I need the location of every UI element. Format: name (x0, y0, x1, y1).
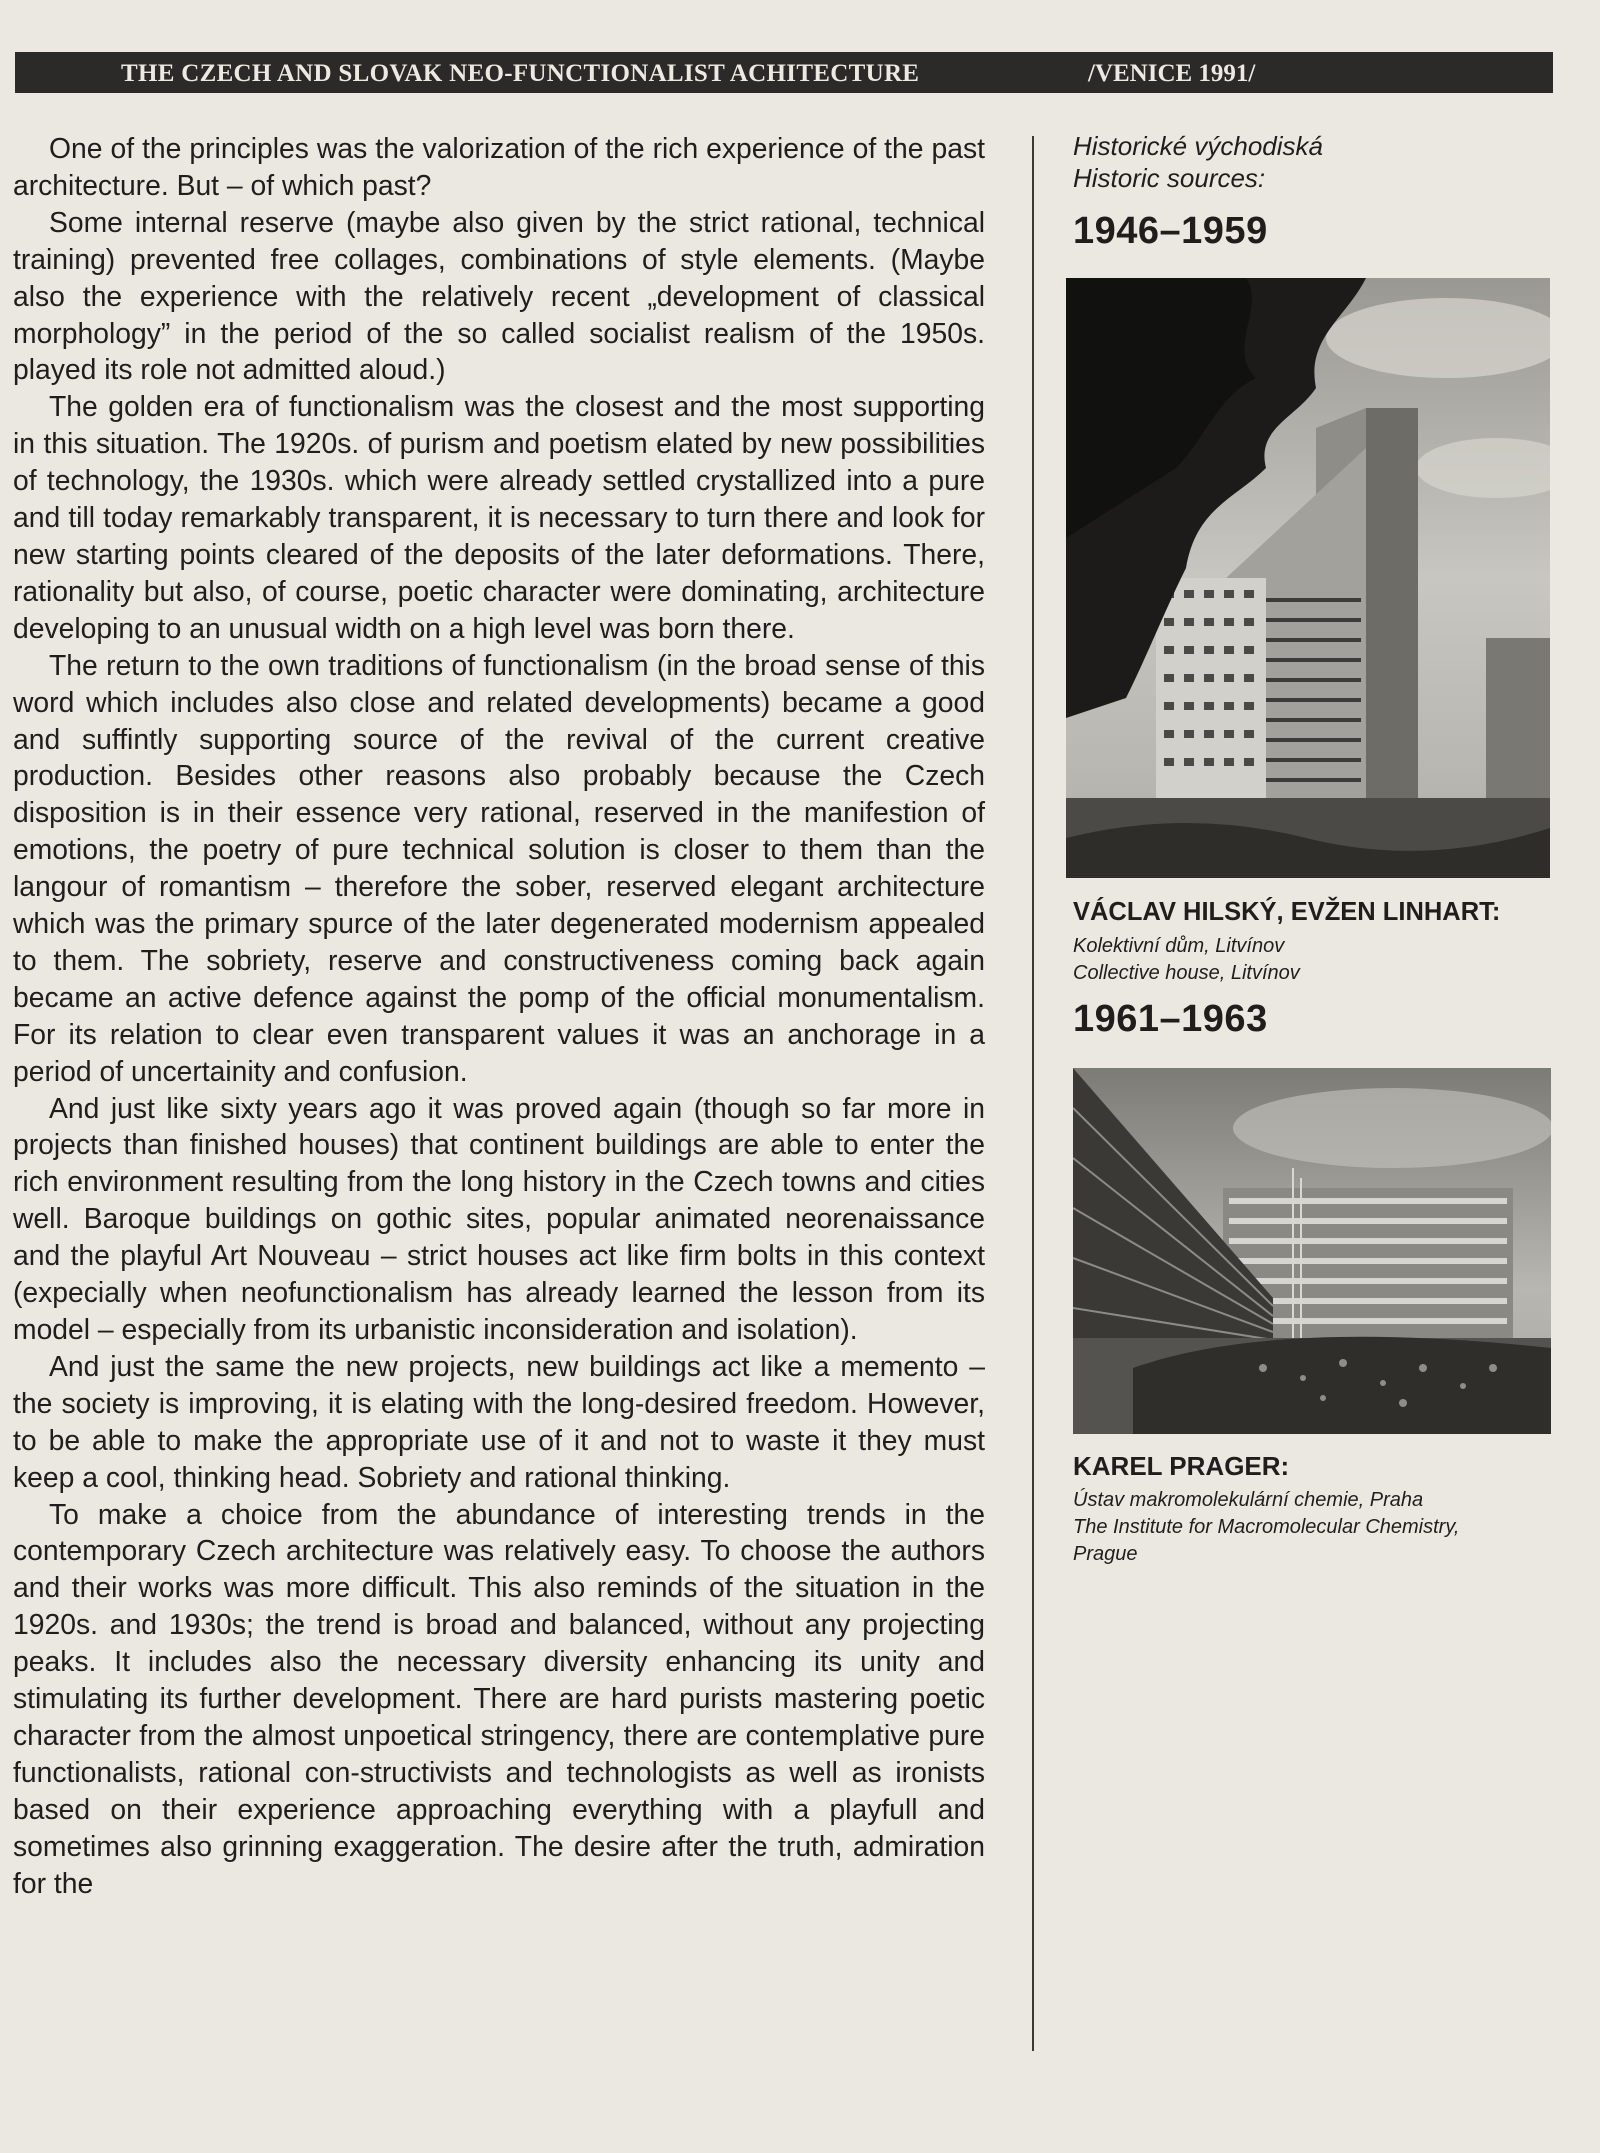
show-through-decoration (1060, 1660, 1360, 1820)
page-header-venue: /VENICE 1991/ (1088, 60, 1256, 87)
page-header-title: THE CZECH AND SLOVAK NEO-FUNCTIONALIST ACHITECTURE (121, 60, 920, 87)
sidebar-heading-czech: Historické východiská (1073, 131, 1323, 161)
sidebar-heading (1073, 130, 1553, 194)
article-paragraph: The golden era of functionalism was the closest and the most supporting in this situation. The 1920s. of purism and poetism elated by new possibilities of technology, the 1930s. which were already settled crystallized into a pure and till today remarkably transparent, it is necessary to turn there and look for new starting points cleared of the deposits of the later deformations. There, rationality but also, of course, poetic character were dominating, architecture developing to an unusual width on a high level was born there. (13, 390, 985, 644)
entry-caption-english: The Institute for Macromolecular Chemistry, (1073, 1516, 1460, 1538)
article-paragraph: Some internal reserve (maybe also given by the strict rational, technical training) prevented free collages, combinations of style elements. (Maybe also the experience with the relatively recent „development of classical morphology” in the period of the so called socialist realism of the 1950s. played its role not admitted aloud.) (13, 205, 985, 386)
entry-caption-czech: Ústav makromolekulární chemie, Praha (1073, 1489, 1424, 1511)
article-paragraph: The return to the own traditions of functionalism (in the broad sense of this word which includes also close and related developments) became a good and suffintly supporting source of the revival of the current creative production. Besides other reasons also probably because the Czech disposition is in their essence very rational, reserved in the manifestion of emotions, the poetry of pure technical solution is closer to them than the langour of romantism – therefore the sober, reserved elegant architecture which was the primary spurce of the later degenerated modernism appealed to them. The sobriety, reserve and constructiveness coming back again became an active defence against the pomp of the official monumentalism. For its relation to clear even transparent values it was an anchorage in a period of uncertainity and confusion. (13, 648, 985, 1087)
article-body (13, 130, 985, 1902)
entry-year-label: 1946–1959 (1073, 210, 1268, 252)
entry-2-caption (1073, 1451, 1553, 1568)
article-paragraph: To make a choice from the abundance of interesting trends in the contemporary Czech architecture was relatively easy. To choose the authors and their works was more difficult. This also reminds of the situation in the 1920s. and 1930s; the trend is broad and balanced, without any projecting peaks. It includes also the necessary diversity enhancing its unity and stimulating its further development. There are hard purists mastering poetic character from the almost unpoetical stringency, there are contemplative pure functionalists, rational con-structivists and technologists as well as ironists based on their experience approaching everything with a playfull and sometimes also grinning exaggeration. The desire after the truth, admiration for the (13, 1497, 985, 1899)
article-paragraph: And just like sixty years ago it was proved again (though so far more in projects than finished houses) that continent buildings are able to enter the rich environment resulting from the long history in the Czech towns and cities well. Baroque buildings on gothic sites, popular animated neorenaissance and the playful Art Nouveau – strict houses act like firm bolts in this context (expecially when neofunctionalism has already learned the lesson from its model – especially from its urbanistic inconsideration and isolation). (13, 1091, 985, 1345)
entry-years-1 (1073, 210, 1553, 252)
header-bar (15, 52, 1553, 93)
entry-authors: KAREL PRAGER: (1073, 1451, 1290, 1481)
photo-apartment-icon (1066, 278, 1550, 878)
entry-1-caption (1073, 897, 1553, 987)
article-paragraph: And just the same the new projects, new buildings act like a memento – the society is improving, it is elating with the long-desired freedom. However, to be able to make the appropriate use of it and not to waste it they must keep a cool, thinking head. Sobriety and rational thinking. (13, 1349, 985, 1493)
article-paragraph: One of the principles was the valorization of the rich experience of the past architecture. But – of which past? (13, 132, 985, 201)
entry-caption-czech: Kolektivní dům, Litvínov (1073, 935, 1285, 957)
entry-authors: VÁCLAV HILSKÝ, EVŽEN LINHART: (1073, 898, 1501, 926)
institute-building-photo (1073, 1068, 1551, 1434)
tall-apartment-building-photo (1066, 278, 1550, 878)
entry-years-2 (1073, 998, 1553, 1040)
entry-caption-english-line2: Prague (1073, 1543, 1138, 1565)
column-divider (1032, 136, 1034, 2051)
photo-institute-icon (1073, 1068, 1551, 1434)
entry-year-label: 1961–1963 (1073, 998, 1268, 1040)
entry-caption-english: Collective house, Litvínov (1073, 962, 1300, 984)
sidebar-heading-english: Historic sources: (1073, 163, 1266, 193)
